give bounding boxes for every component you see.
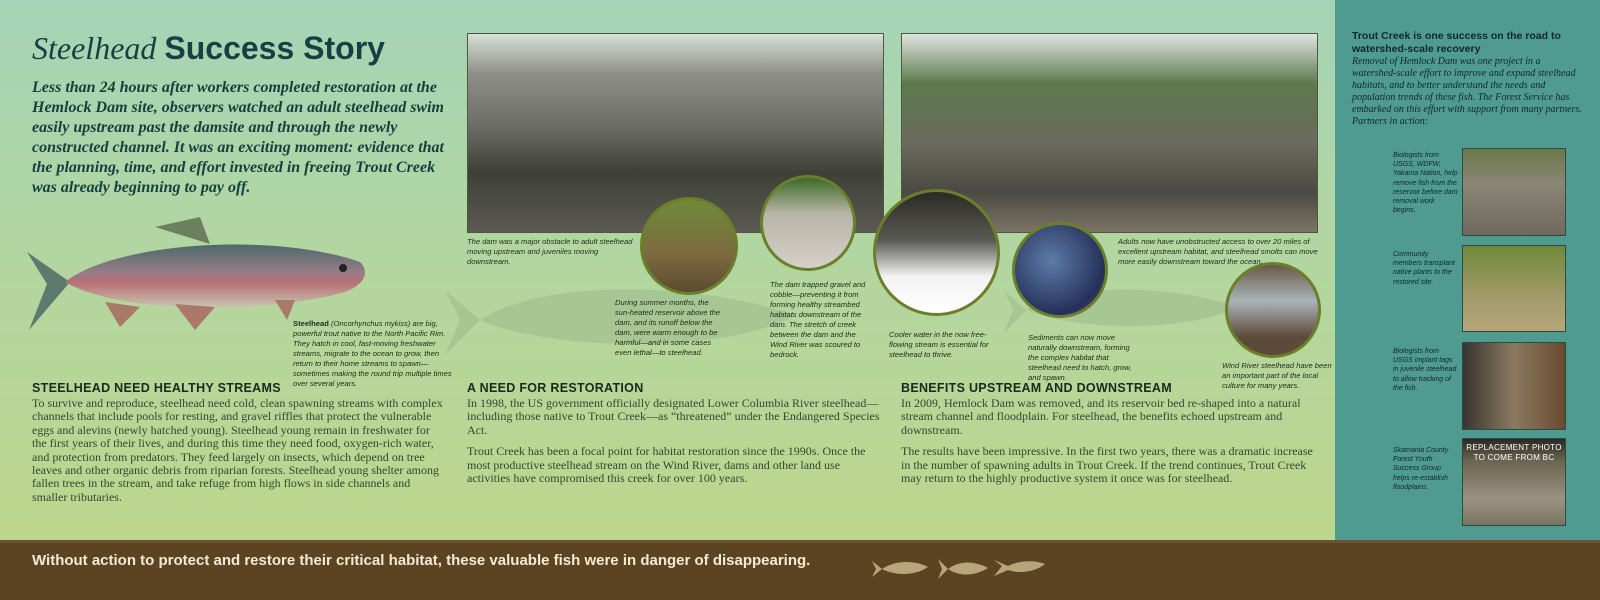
gravel-circle-photo xyxy=(760,175,856,271)
section-heading-benefits: BENEFITS UPSTREAM AND DOWNSTREAM xyxy=(901,381,1172,395)
sediment-caption: Sediments can now move naturally downstream, forming the complex habitat that steelhead need to hatch, grow, and spawn. xyxy=(1028,333,1132,382)
footer-text: Without action to protect and restore their critical habitat, these valuable fish were in danger of disappearing. xyxy=(32,552,811,569)
sidebar-title: Trout Creek is one success on the road to watershed-scale recovery xyxy=(1352,30,1561,55)
sidebar-photo-tagging xyxy=(1462,342,1566,430)
sidebar-intro: Removal of Hemlock Dam was one project in a watershed-scale effort to improve and expand steelhead habitats, and to better understand the needs and population trends of these fish. The Forest Service has embarked on this effort with support from many partners. Partners in action: xyxy=(1352,56,1582,127)
dam-photo-caption: The dam was a major obstacle to adult steelhead moving upstream and juveniles moving downstream. xyxy=(467,237,633,266)
fish-silhouettes-icon xyxy=(870,556,1050,582)
intro-text: Less than 24 hours after workers completed restoration at the Hemlock Dam site, observers watched an adult steelhead swim easily upstream past the damsite and through the newly constructed channel. It was an exciting moment: evidence that the planning, time, and effort invested in freeing Trout Creek was already beginning to pay off. xyxy=(32,79,444,196)
sidebar-photo-fish-removal xyxy=(1462,148,1566,236)
sidebar-photo-floodplain xyxy=(1462,438,1566,526)
sidebar-caption: Community members transplant native plants to the restored site. xyxy=(1393,251,1455,286)
sidebar-caption: Skamania County Forest Youth Success Group helps re-establish floodplains. xyxy=(1393,447,1449,491)
page-title: Steelhead Success Story xyxy=(32,30,385,66)
sidebar-photo-planting xyxy=(1462,245,1566,332)
water-caption: Cooler water in the now free-flowing stream is essential for steelhead to thrive. xyxy=(889,330,989,359)
sediment-circle-photo xyxy=(1012,222,1108,318)
section-body-need-restoration: In 1998, the US government officially designated Lower Columbia River steelhead—including those native to Trout Creek—as “threatened” under the Endangered Species Act. Trout Creek has been a focal point for habitat restoration since the 1990s. Once the most productive steelhead stream on the Wind River, dams and other land use activities have compromised this creek for over 100 years. xyxy=(467,396,880,486)
angler-circle-photo xyxy=(1225,262,1321,358)
section-heading-need-restoration: A NEED FOR RESTORATION xyxy=(467,381,644,395)
section-heading-healthy-streams: STEELHEAD NEED HEALTHY STREAMS xyxy=(32,381,281,395)
section-body-healthy-streams: To survive and reproduce, steelhead need cold, clean spawning streams with complex channels that include pools for resting, and gravel riffles that protect the vulnerable eggs and alevins (newly hatched young). Steelhead young remain in freshwater for the first years of their lives, and during this time they need food, oxygen-rich water, and protection from predators. They feed largely on insects, which depend on tree leaves and other organic debris from riparian forests. Steelhead young shelter among fallen trees in the stream, and take refuge from high flows in side channels and smaller tributaries. xyxy=(32,396,443,504)
stream-photo-caption: Adults now have unobstructed access to over 20 miles of excellent upstream habitat, and steelhead smolts can move more easily downstream toward the ocean. xyxy=(1118,237,1318,266)
reservoir-circle-photo xyxy=(640,197,738,295)
fish-caption: Steelhead (Oncorhynchus mykiss) are big, powerful trout native to the North Pacific Rim. They hatch in cool, fast-moving freshwater streams, migrate to the ocean to grow, then return to their home streams to spawn—sometimes making the round trip multiple times over several years. xyxy=(293,319,452,388)
water-circle-photo xyxy=(873,189,1000,316)
sidebar-caption: Biologists from USGS implant tags in juvenile steelhead to allow tracking of the fish. xyxy=(1393,348,1457,392)
footer-bar xyxy=(0,540,1600,600)
photo-overlay-text: REPLACEMENT PHOTO TO COME FROM BC xyxy=(1466,443,1562,462)
reservoir-caption: During summer months, the sun-heated reservoir above the dam, and its runoff below the dam, were warm enough to be harmful—and in some cases even lethal—to steelhead. xyxy=(615,298,721,357)
gravel-caption: The dam trapped gravel and cobble—preventing it from forming healthy streambed habitats downstream of the dam. The stretch of creek between the dam and the Wind River was scoured to bedrock. xyxy=(770,280,866,359)
section-body-benefits: In 2009, Hemlock Dam was removed, and its reservoir bed re-shaped into a natural stream channel and floodplain. For steelhead, the benefits echoed upstream and downstream. The results have been impressive. In the first two years, there was a dramatic increase in the number of spawning adults in Trout Creek. If the trend continues, Trout Creek may return to the highly productive system it once was for steelhead. xyxy=(901,396,1313,486)
angler-caption: Wind River steelhead have been an important part of the local culture for many years. xyxy=(1222,361,1332,390)
sidebar-caption: Biologists from USGS, WDFW, Yakama Nation, help remove fish from the reservoir before dam removal work begins. xyxy=(1393,152,1458,215)
